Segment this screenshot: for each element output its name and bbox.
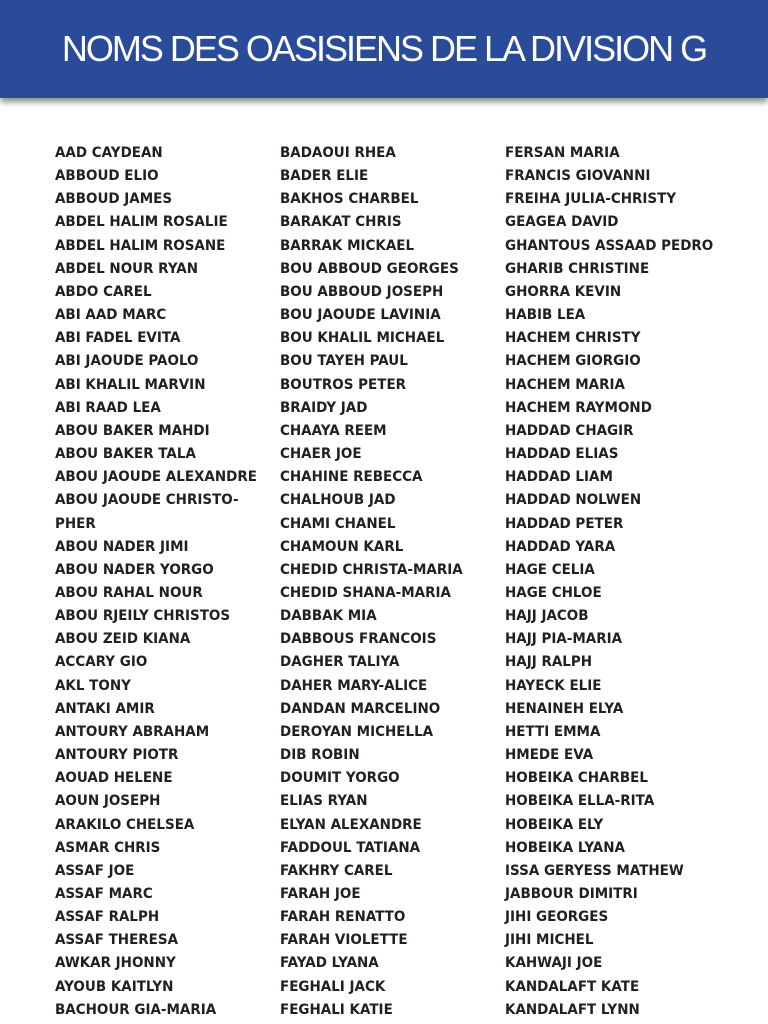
student-name: BOU JAOUDE LAVINIA [280,307,441,324]
student-name: CHALHOUB JAD [280,492,396,509]
student-name: HACHEM GIORGIO [505,353,641,370]
student-name: JIHI MICHEL [505,932,594,949]
student-name: ABDEL NOUR RYAN [55,260,199,277]
student-name: HACHEM MARIA [505,376,625,393]
student-name: FARAH JOE [280,886,361,902]
student-name: ASSAF JOE [55,862,135,879]
student-name: ABDEL HALIM ROSALIE [55,214,228,231]
student-name: PHER [55,515,96,532]
student-name: CHAAYA REEM [280,422,387,439]
student-name: CHAMOUN KARL [280,538,404,555]
student-name: ASSAF THERESA [55,932,179,949]
student-name: ABDEL HALIM ROSANE [55,237,226,254]
student-name: HADDAD ELIAS [505,446,619,463]
student-name: BOUTROS PETER [280,376,407,393]
student-name: HAJJ PIA-MARIA [505,631,623,648]
names-column-3 [505,142,735,1022]
student-name: HAYECK ELIE [505,677,602,694]
student-name: ABI JAOUDE PAOLO [55,353,199,370]
student-name: CHEDID CHRISTA-MARIA [280,561,463,578]
student-name: BACHOUR GIA-MARIA [55,1001,217,1018]
student-name: ABOU ZEID KIANA [55,631,191,648]
student-name: ANTOURY PIOTR [55,747,179,764]
student-name: FERSAN MARIA [505,145,620,161]
student-name: AWKAR JHONNY [55,955,176,972]
student-name: ABI RAAD LEA [55,399,161,416]
student-name: DEROYAN MICHELLA [280,723,434,740]
student-name: HACHEM RAYMOND [505,399,652,416]
student-name: ABOU RJEILY CHRISTOS [55,608,231,625]
student-name: BOU TAYEH PAUL [280,353,408,370]
student-name: ASSAF MARC [55,886,153,902]
student-name: FREIHA JULIA-CHRISTY [505,191,677,208]
student-name: FADDOUL TATIANA [280,839,421,856]
student-name: ABDO CAREL [55,283,152,300]
student-name: HABIB LEA [505,307,586,324]
student-name: CHEDID SHANA-MARIA [280,584,451,601]
student-name: CHAER JOE [280,446,362,463]
student-name: BOU ABBOUD JOSEPH [280,283,444,300]
student-name: ABOU NADER YORGO [55,561,214,578]
student-name: GHORRA KEVIN [505,283,622,300]
student-name: ABOU BAKER TALA [55,446,196,463]
student-name: AAD CAYDEAN [55,145,163,161]
student-name: DABBAK MIA [280,608,377,625]
student-name: ASSAF RALPH [55,909,160,926]
student-name: ELIAS RYAN [280,793,368,810]
student-name: AKL TONY [55,677,131,694]
student-name: KANDALAFT LYNN [505,1001,640,1018]
student-name: AOUAD HELENE [55,770,173,787]
student-name: ABOU BAKER MAHDI [55,422,210,439]
student-name: ANTOURY ABRAHAM [55,723,210,740]
student-name: JABBOUR DIMITRI [505,886,638,902]
student-name: DIB ROBIN [280,747,360,764]
student-name: HADDAD CHAGIR [505,422,634,439]
student-name: ARAKILO CHELSEA [55,816,195,833]
student-name: HOBEIKA ELY [505,816,604,833]
student-name: HADDAD PETER [505,515,624,532]
student-name: FARAH VIOLETTE [280,932,408,949]
student-name: FEGHALI KATIE [280,1001,393,1018]
student-name: HACHEM CHRISTY [505,330,641,347]
student-name: CHAMI CHANEL [280,515,396,532]
student-name: FARAH RENATTO [280,909,406,926]
student-name: ABI FADEL EVITA [55,330,181,347]
student-name: BARAKAT CHRIS [280,214,402,231]
student-name: ABOU JAOUDE CHRISTO- [55,492,239,509]
title-banner [0,0,768,98]
page-title: NOMS DES OASISIENS DE LA DIVISION G [61,28,707,69]
student-name: HADDAD NOLWEN [505,492,642,509]
student-name: AYOUB KAITLYN [55,978,174,995]
student-name: GHARIB CHRISTINE [505,260,650,277]
student-name: DAHER MARY-ALICE [280,677,428,694]
student-name: ABBOUD JAMES [55,191,173,208]
student-name: ACCARY GIO [55,654,148,671]
student-name: BOU ABBOUD GEORGES [280,260,459,277]
student-name: HAGE CELIA [505,561,595,578]
student-name: HETTI EMMA [505,723,601,740]
student-name: FRANCIS GIOVANNI [505,168,651,185]
student-name: HOBEIKA CHARBEL [505,770,648,787]
student-name: AOUN JOSEPH [55,793,161,810]
student-name: ABI KHALIL MARVIN [55,376,206,393]
student-name: HOBEIKA LYANA [505,839,625,856]
student-name: ELYAN ALEXANDRE [280,816,422,833]
student-name: HAJJ JACOB [505,608,589,625]
student-name: GEAGEA DAVID [505,214,619,231]
student-name: BAKHOS CHARBEL [280,191,419,208]
student-name: KANDALAFT KATE [505,978,640,995]
student-name: BARRAK MICKAEL [280,237,415,254]
student-name: FAKHRY CAREL [280,862,393,879]
student-name: DAGHER TALIYA [280,654,400,671]
student-name: CHAHINE REBECCA [280,469,423,486]
student-name: HOBEIKA ELLA-RITA [505,793,655,810]
student-name: FAYAD LYANA [280,955,379,972]
student-name: HENAINEH ELYA [505,700,624,717]
student-name: HADDAD LIAM [505,469,613,486]
student-name: ISSA GERYESS MATHEW [505,862,684,879]
student-name: HMEDE EVA [505,747,594,764]
student-name: ABBOUD ELIO [55,168,159,185]
student-name: DOUMIT YORGO [280,770,400,787]
student-name: ABOU JAOUDE ALEXANDRE [55,469,257,486]
student-name: DANDAN MARCELINO [280,700,441,717]
student-name: ABOU RAHAL NOUR [55,584,203,601]
student-name: JIHI GEORGES [505,909,609,926]
student-name: BRAIDY JAD [280,399,368,416]
student-name: ASMAR CHRIS [55,839,161,856]
student-name: BOU KHALIL MICHAEL [280,330,445,347]
student-name: ABOU NADER JIMI [55,538,189,555]
student-name: HAJJ RALPH [505,654,593,671]
student-name: DABBOUS FRANCOIS [280,631,437,648]
student-name: BADAOUI RHEA [280,145,396,161]
student-name: ABI AAD MARC [55,307,167,324]
student-name: KAHWAJI JOE [505,955,603,972]
student-name: BADER ELIE [280,168,369,185]
student-name: HADDAD YARA [505,538,616,555]
student-name: FEGHALI JACK [280,978,386,995]
student-name: HAGE CHLOE [505,584,602,601]
student-name: GHANTOUS ASSAAD PEDRO [505,237,714,254]
names-column-2 [280,142,510,1022]
student-name: ANTAKI AMIR [55,700,155,717]
names-column-1 [55,142,285,1022]
